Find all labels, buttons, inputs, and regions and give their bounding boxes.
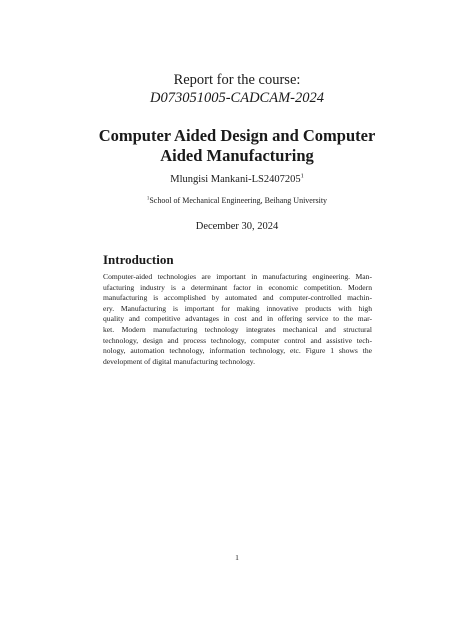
report-for-course-label: Report for the course: xyxy=(173,72,301,88)
author-name: Mlungisi Mankani-LS2407205 xyxy=(170,174,301,185)
paper-title-line-2: Aided Manufacturing xyxy=(160,146,314,165)
paper-title xyxy=(0,126,474,166)
affiliation-marker: 1 xyxy=(146,196,150,202)
paragraph-line: development of digital manufacturing technology. xyxy=(103,356,255,366)
paragraph-line: quality and competitive advantages in cost and in offering service to the mar- xyxy=(103,314,372,324)
paper-title-line-1: Computer Aided Design and Computer xyxy=(98,126,376,145)
report-date: December 30, 2024 xyxy=(195,221,279,232)
affiliation xyxy=(0,196,474,205)
course-code: D073051005-CADCAM-2024 xyxy=(150,90,324,106)
paragraph-line: manufacturing is accomplished by automated and computer-controlled machin- xyxy=(103,293,372,303)
paragraph-line: ery. Manufacturing is important for making innovative products with high xyxy=(103,303,372,313)
introduction-paragraph xyxy=(103,272,372,367)
paragraph-line: Computer-aided technologies are important in manufacturing engineering. Man- xyxy=(103,272,372,281)
page-number: 1 xyxy=(235,553,239,562)
paragraph-line: ufacturing industry is a determinant factor in economic competition. Modern xyxy=(103,282,372,292)
paragraph-line: nology, automation technology, information technology, etc. Figure 1 shows the xyxy=(103,346,372,356)
author-affiliation-marker: 1 xyxy=(300,172,304,180)
affiliation-text: School of Mechanical Engineering, Beihang University xyxy=(149,196,328,205)
section-heading-introduction: Introduction xyxy=(103,252,174,267)
paragraph-line: ket. Modern manufacturing technology integrates mechanical and structural xyxy=(103,324,372,334)
paragraph-line: technology, design and process technology, computer control and assistive tech- xyxy=(103,335,372,345)
author xyxy=(0,174,474,185)
